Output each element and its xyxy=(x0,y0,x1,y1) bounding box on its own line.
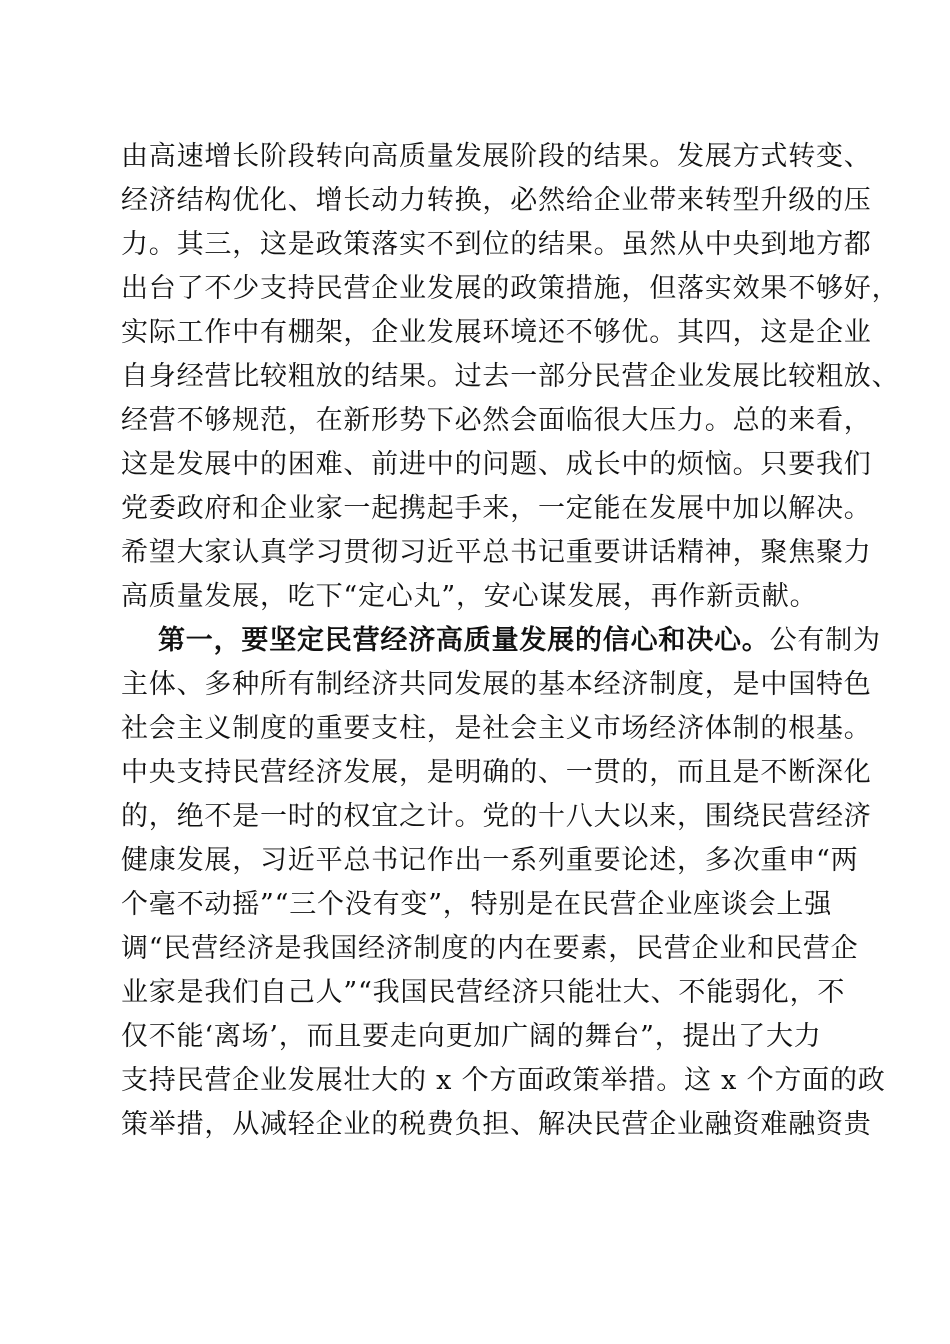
text-line-11: 高质量发展，吃下“定心丸”，安心谋发展，再作新贡献。 xyxy=(121,581,818,612)
section-line-9: 仅不能‘离场’，而且要走向更加广阔的舞台”，提出了大力 xyxy=(121,1021,822,1052)
section-line-3: 中央支持民营经济发展，是明确的、一贯的，而且是不断深化 xyxy=(121,757,872,788)
section-line-11: 策举措，从减轻企业的税费负担、解决民营企业融资难融资贵 xyxy=(121,1109,872,1140)
section-line-6: 个毫不动摇”“三个没有变”，特别是在民营企业座谈会上强 xyxy=(121,889,833,920)
section-line-2: 社会主义制度的重要支柱，是社会主义市场经济体制的根基。 xyxy=(121,713,872,744)
section-line-1: 主体、多种所有制经济共同发展的基本经济制度，是中国特色 xyxy=(121,669,872,700)
text-line-1: 由高速增长阶段转向高质量发展阶段的结果。发展方式转变、 xyxy=(121,141,872,172)
section-first-line-rest: 公有制为 xyxy=(769,625,881,656)
text-line-7: 经营不够规范，在新形势下必然会面临很大压力。总的来看， xyxy=(121,405,872,436)
section-line-8: 业家是我们自己人”“我国民营经济只能壮大、不能弱化，不 xyxy=(121,977,846,1008)
text-line-3: 力。其三，这是政策落实不到位的结果。虽然从中央到地方都 xyxy=(121,229,872,260)
text-line-10: 希望大家认真学习贯彻习近平总书记重要讲话精神，聚焦聚力 xyxy=(121,537,872,568)
section-line-4: 的，绝不是一时的权宜之计。党的十八大以来，围绕民营经济 xyxy=(121,801,872,832)
text-line-4: 出台了不少支持民营企业发展的政策措施，但落实效果不够好， xyxy=(121,273,900,304)
text-line-8: 这是发展中的困难、前进中的问题、成长中的烦恼。只要我们 xyxy=(121,449,872,480)
section-line-10: 支持民营企业发展壮大的 x 个方面政策举措。这 x 个方面的政 xyxy=(121,1065,886,1096)
section-first-line xyxy=(158,622,881,660)
text-line-6: 自身经营比较粗放的结果。过去一部分民营企业发展比较粗放、 xyxy=(121,361,900,392)
text-line-5: 实际工作中有棚架，企业发展环境还不够优。其四，这是企业 xyxy=(121,317,872,348)
text-line-2: 经济结构优化、增长动力转换，必然给企业带来转型升级的压 xyxy=(121,185,872,216)
text-line-9: 党委政府和企业家一起携起手来，一定能在发展中加以解决。 xyxy=(121,493,872,524)
section-line-7: 调“民营经济是我国经济制度的内在要素，民营企业和民营企 xyxy=(121,933,859,964)
section-heading: 第一，要坚定民营经济高质量发展的信心和决心。 xyxy=(158,625,770,656)
section-line-5: 健康发展，习近平总书记作出一系列重要论述，多次重申“两 xyxy=(121,845,859,876)
